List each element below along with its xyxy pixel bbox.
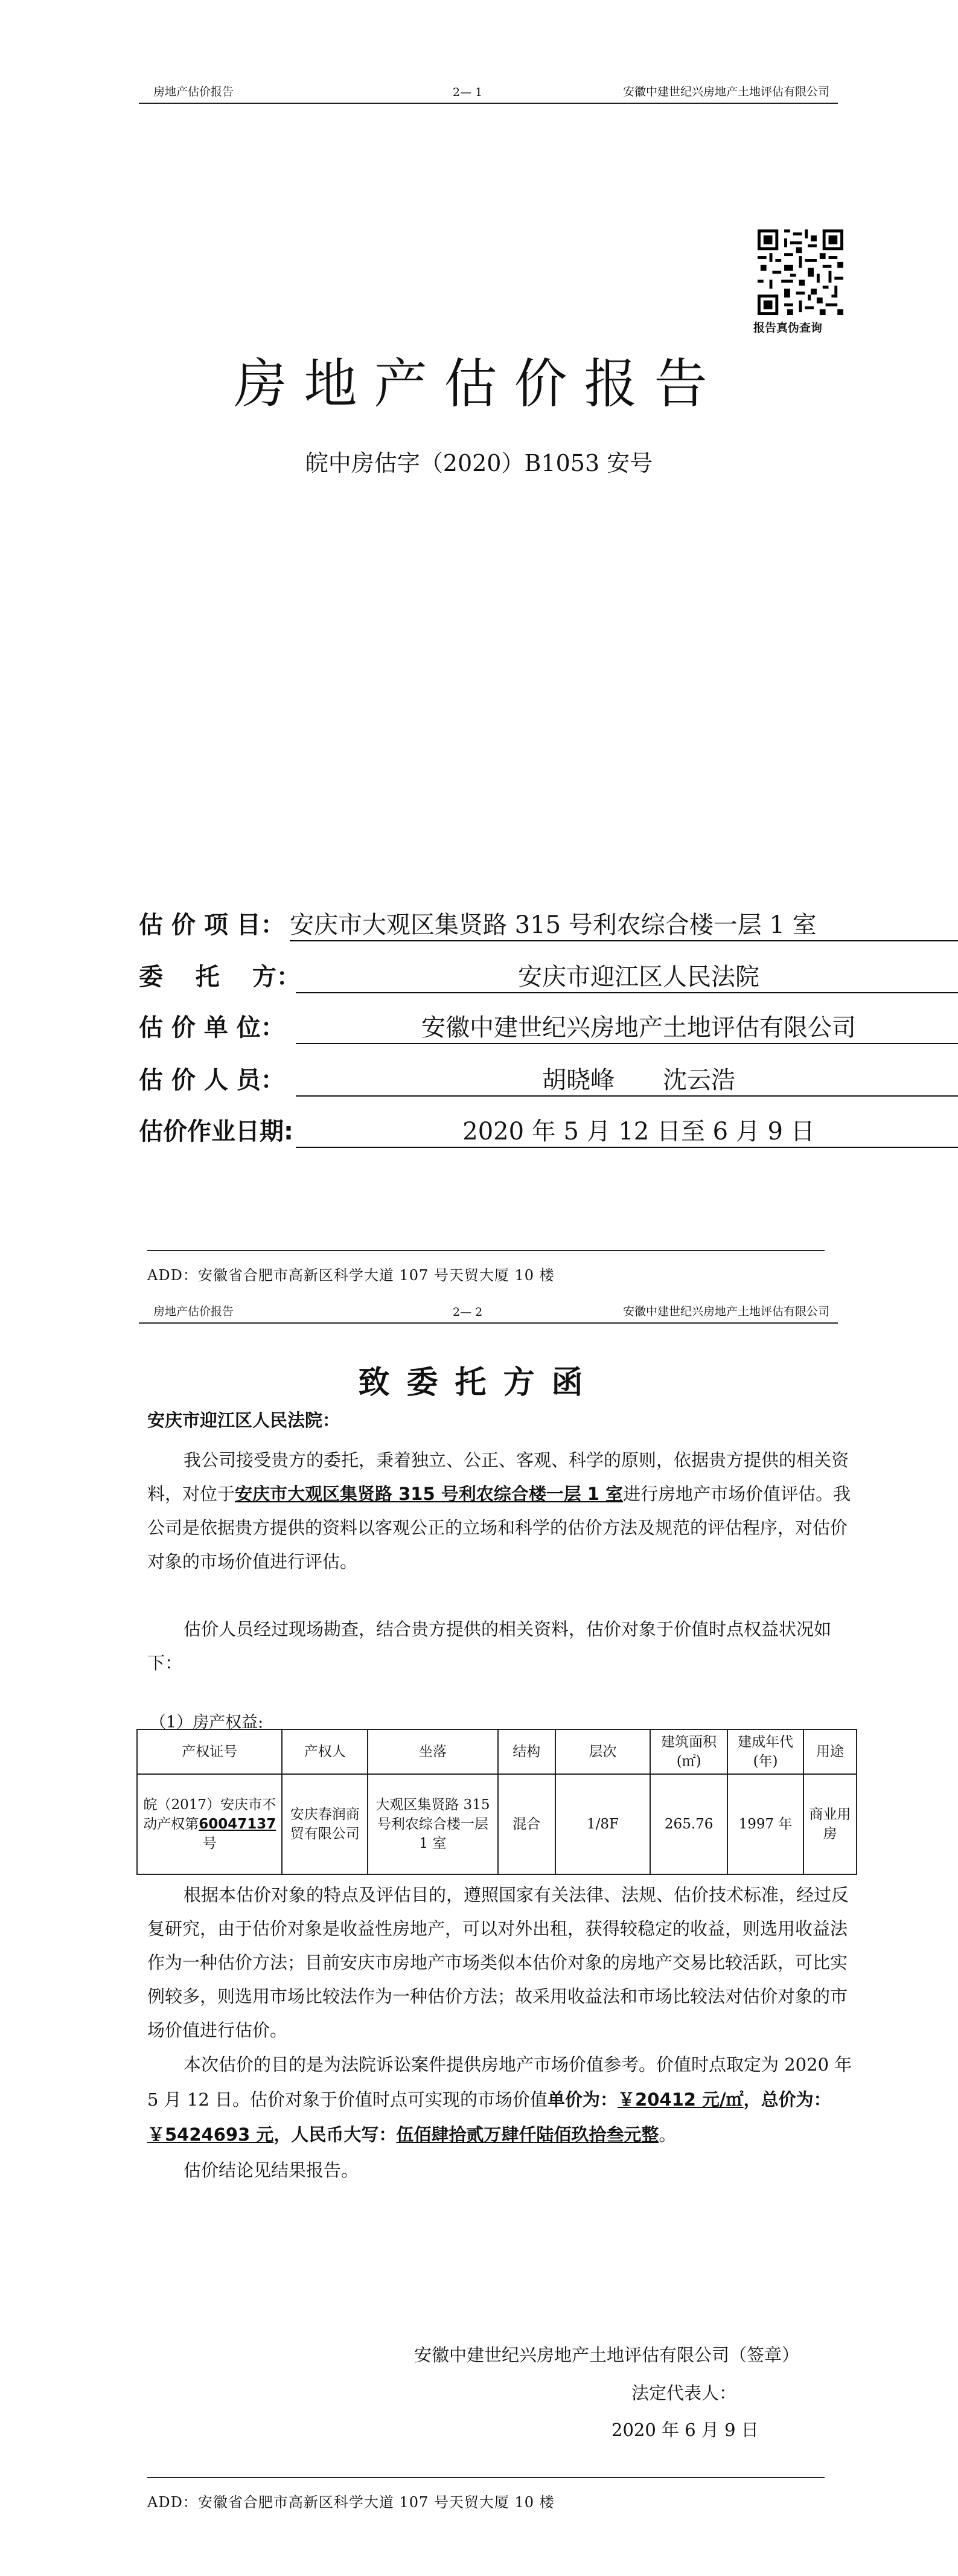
header-left: 房地产估价报告 — [153, 85, 234, 98]
total-price-in-words: 伍佰肆拾贰万肆仟陆佰玖拾叁元整 — [396, 2124, 659, 2145]
table-row — [137, 1774, 857, 1874]
field-value: 2020 年 5 月 12 日至 6 月 9 日 — [296, 1112, 958, 1148]
footer-address: ADD：安徽省合肥市高新区科学大道 107 号天贸大厦 10 楼 — [147, 1267, 555, 1284]
col-header: 产权证号 — [137, 1729, 282, 1774]
cell-structure: 混合 — [498, 1774, 555, 1874]
page-number: 2— 2 — [453, 1306, 483, 1319]
field-label: 委 托 方： — [139, 963, 301, 991]
cell-cert-no — [137, 1774, 282, 1874]
col-header: 结构 — [498, 1729, 555, 1774]
field-value: 安庆市迎江区人民法院 — [296, 958, 958, 993]
header-right: 安徽中建世纪兴房地产土地评估有限公司 — [622, 85, 829, 98]
text: 我公司接受贵方的委托，秉着独立、公正、客观、科学的原则，依据贵方提供的相关资料，对位于 — [147, 1450, 849, 1504]
page-header — [139, 1298, 838, 1324]
cell-location: 大观区集贤路 315 号利农综合楼一层 1 室 — [368, 1774, 497, 1874]
document-number: 皖中房估字（2020）B1053 安号 — [305, 450, 653, 476]
text: 。 — [659, 2124, 677, 2145]
footer-rule — [147, 2477, 825, 2478]
col-header: 产权人 — [282, 1729, 368, 1774]
col-header: 坐落 — [368, 1729, 497, 1774]
unit-price-value: ￥20412 元/㎡ — [618, 2089, 744, 2110]
cell-floor: 1/8F — [555, 1774, 650, 1874]
qr-caption: 报告真伪查询 — [753, 321, 823, 335]
col-header: 用途 — [803, 1729, 857, 1774]
paragraph-see-report: 估价结论见结果报告。 — [184, 2160, 359, 2180]
header-left: 房地产估价报告 — [153, 1305, 234, 1318]
header-right: 安徽中建世纪兴房地产土地评估有限公司 — [622, 1305, 829, 1318]
text: 本次估价的目的是为法院诉讼案件提供房地产市场价值参考。价值时点取定为 2020 年 5 月 12 日。估价对象于价值时点可实现的市场价值 — [147, 2054, 852, 2110]
text: ，人民币大写： — [273, 2124, 397, 2145]
text: 皖（2017）安庆市不动产权第 — [143, 1797, 276, 1832]
footer-rule — [147, 1250, 825, 1251]
footer-address: ADD：安徽省合肥市高新区科学大道 107 号天贸大厦 10 楼 — [147, 2494, 555, 2511]
paragraph-intro — [147, 1443, 860, 1578]
field-label: 估 价 项 目： — [139, 911, 285, 939]
letter-recipient: 安庆市迎江区人民法院： — [147, 1410, 340, 1431]
cell-area: 265.76 — [650, 1774, 727, 1874]
text: ， — [743, 2089, 761, 2110]
page-number: 2— 1 — [453, 86, 483, 99]
cert-number: 60047137 — [199, 1816, 276, 1832]
col-header: 建成年代(年) — [727, 1729, 803, 1774]
letter-title: 致委托方函 — [358, 1365, 600, 1401]
total-price-value: ￥5424693 元 — [147, 2124, 274, 2145]
property-address: 安庆市大观区集贤路 315 号利农综合楼一层 1 室 — [235, 1484, 624, 1504]
signature-representative: 法定代表人： — [631, 2383, 737, 2403]
paragraph-conclusion — [147, 2047, 860, 2152]
page-header — [139, 78, 838, 104]
field-value: 胡晓峰 沈云浩 — [296, 1061, 958, 1097]
letter-page — [0, 1298, 958, 2576]
field-value: 安庆市大观区集贤路 315 号利农综合楼一层 1 室 — [290, 906, 958, 941]
paragraph-status: 估价人员经过现场勘查，结合贵方提供的相关资料，估价对象于价值时点权益状况如下： — [147, 1619, 832, 1673]
cell-use: 商业用房 — [803, 1774, 857, 1874]
unit-price-label: 单价为： — [548, 2089, 618, 2110]
total-price-label: 总价为： — [761, 2089, 831, 2110]
report-title: 房地产估价报告 — [234, 353, 724, 415]
table-header-row — [137, 1729, 857, 1774]
property-rights-table — [136, 1729, 857, 1875]
col-header: 层次 — [555, 1729, 650, 1774]
rights-label: （1）房产权益: — [150, 1713, 264, 1732]
cell-year: 1997 年 — [727, 1774, 803, 1874]
field-value: 安徽中建世纪兴房地产土地评估有限公司 — [296, 1008, 958, 1044]
field-label: 估价作业日期: — [139, 1118, 293, 1145]
col-header: 建筑面积(㎡) — [650, 1729, 727, 1774]
field-label: 估 价 人 员： — [139, 1066, 285, 1094]
signature-date: 2020 年 6 月 9 日 — [612, 2420, 759, 2440]
text: 进行房地产市场价值评估。我公司是依据贵方提供的资料以客观公正的立场和科学的估价方法及规范的评估程序，对估价对象的市场价值进行评估。 — [147, 1484, 851, 1572]
text: 号 — [202, 1836, 217, 1851]
field-label: 估 价 单 位： — [139, 1014, 285, 1042]
cell-owner: 安庆春润商贸有限公司 — [282, 1774, 368, 1874]
paragraph-method: 根据本估价对象的特点及评估目的，遵照国家有关法律、法规、估价技术标准，经过反复研究，由于估价对象是收益性房地产，可以对外出租，获得较稳定的收益，则选用收益法作为一种估价方法；目前安庆市房地产市场类似本估价对象的房地产交易比较活跃，可比实例较多，则选用市场比较法作为一种估价方法；故采用收益法和市场比较法对估价对象的市场价值进行估价。 — [147, 1885, 849, 2040]
signature-company: 安徽中建世纪兴房地产土地评估有限公司（签章） — [414, 2345, 800, 2365]
qr-code-icon — [756, 229, 845, 315]
